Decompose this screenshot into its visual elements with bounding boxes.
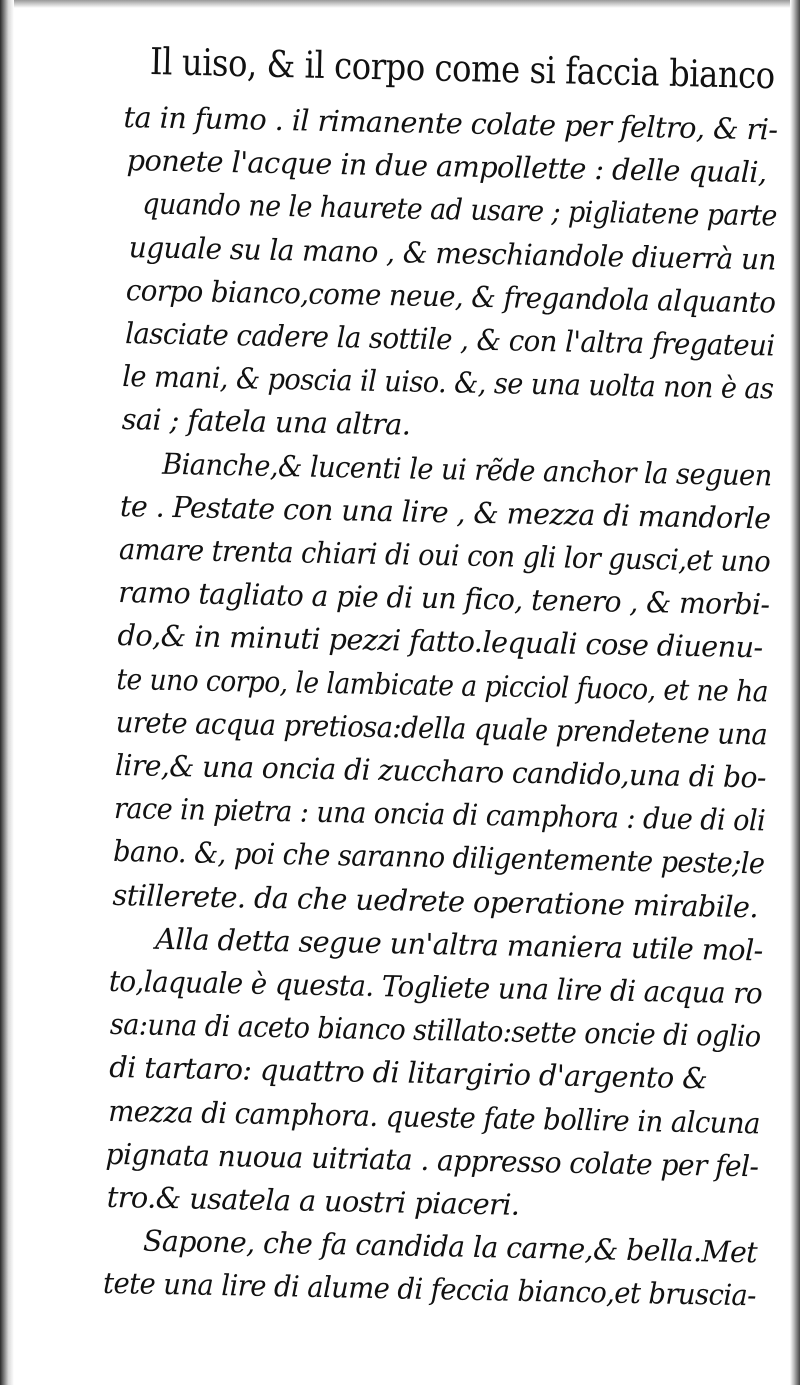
page-top-shadow — [0, 0, 800, 8]
text-line: ta in fumo . il rimanente colate per feltro, & ri- — [123, 99, 778, 147]
text-line: pignata nuoua uitriata . appresso colate per fel- — [105, 1136, 759, 1184]
text-line: ponete l'acque in due ampollette : delle quali, — [126, 143, 767, 190]
text-line: corpo bianco,come neue, & fregandola alquanto — [125, 272, 776, 320]
paragraph-start: Bianche,& lucenti le ui rẽde anchor la seguen — [161, 446, 773, 493]
page-gutter-shadow — [0, 0, 14, 1385]
text-line: race in pietra : una oncia di camphora : due di oli — [113, 791, 766, 838]
running-head: Il uiso, & il corpo come si faccia bianco — [149, 40, 776, 98]
text-line: lire,& una oncia di zuccharo candido,una di bo- — [114, 748, 767, 795]
text-line: uguale su la mano , & meschiandole diuerrà un — [128, 229, 777, 277]
page-edge-shadow — [790, 0, 800, 1385]
text-line: tete una lire di alume di feccia bianco,et bruscia- — [102, 1266, 757, 1313]
text-line: urete acqua pretiosa:della quale prendetene una — [115, 704, 768, 752]
text-line: lasciate cadere la sottile , & con l'altra fregateui — [124, 316, 775, 363]
text-line: sai ; fatela una altra. — [121, 402, 411, 442]
text-line: te uno corpo, le lambicate a picciol fuoco, et ne ha — [116, 661, 769, 709]
text-line: bano. &, poi che saranno diligentemente peste;le — [112, 834, 765, 881]
text-line: stillerete. da che uedrete operatione mirabile. — [112, 877, 759, 924]
text-line: di tartaro: quattro di litargirio d'argento & — [108, 1050, 708, 1096]
text-line: le mani, & poscia il uiso. &, se una uolta non è as — [122, 359, 774, 406]
text-line: mezza di camphora. queste fate bollire in alcuna — [107, 1093, 761, 1141]
text-line: sa:una di aceto bianco stillato:sette oncie di oglio — [109, 1007, 761, 1054]
paragraph-start: Sapone, che fa candida la carne,& bella.Met — [142, 1223, 758, 1270]
text-line: te . Pestate con una lire , & mezza di mandorle — [119, 488, 771, 536]
text-line: ramo tagliato a pie di un fico, tenero , & morbi- — [118, 575, 770, 622]
text-line: amare trenta chiari di oui con gli lor gusci,et uno — [118, 532, 771, 579]
text-line: tro.& usatela a uostri piaceri. — [106, 1179, 520, 1222]
text-line: quando ne le haurete ad usare ; pigliatene parte — [142, 186, 778, 233]
paragraph-start: Alla detta segue un'altra maniera utile mol- — [154, 921, 764, 968]
text-line: to,laquale è questa. Togliete una lire di acqua ro — [108, 963, 763, 1011]
text-line: do,& in minuti pezzi fatto.lequali cose diuenu- — [117, 618, 763, 665]
body-text — [101, 96, 784, 1318]
